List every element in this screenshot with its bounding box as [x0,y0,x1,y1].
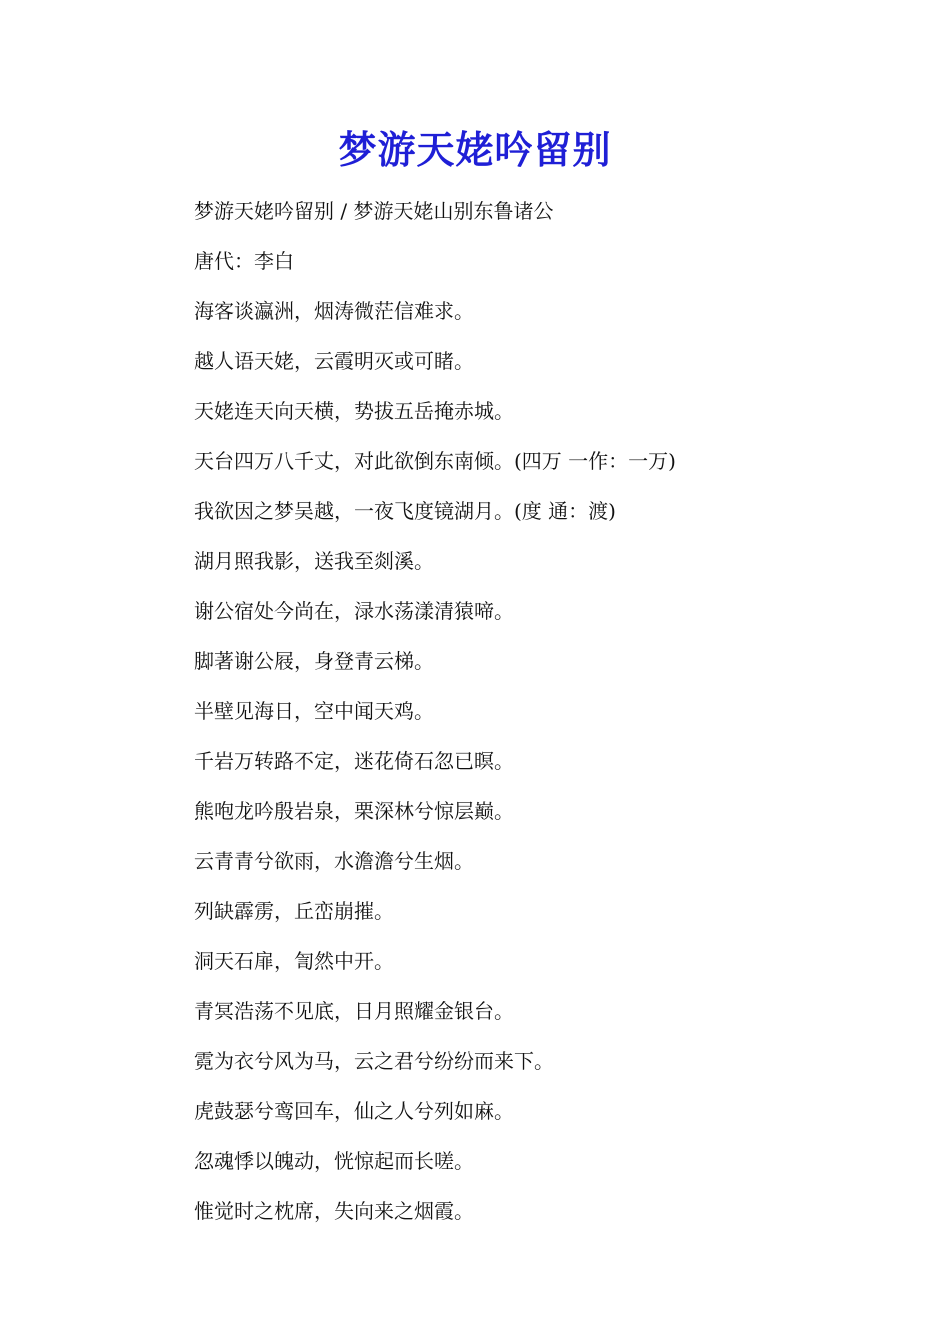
poem-line: 越人语天姥，云霞明灭或可睹。 [194,349,474,373]
poem-subtitle-line: 梦游天姥吟留别 / 梦游天姥山别东鲁诸公 [194,199,554,223]
poem-line: 湖月照我影，送我至剡溪。 [194,549,434,573]
poem-line: 列缺霹雳，丘峦崩摧。 [194,899,394,923]
poem-line: 谢公宿处今尚在，渌水荡漾清猿啼。 [194,599,514,623]
poem-line: 千岩万转路不定，迷花倚石忽已暝。 [194,749,514,773]
poem-line: 半壁见海日，空中闻天鸡。 [194,699,434,723]
poem-line: 霓为衣兮风为马，云之君兮纷纷而来下。 [194,1049,554,1073]
poem-line: 惟觉时之枕席，失向来之烟霞。 [194,1199,474,1223]
poem-line: 海客谈瀛洲，烟涛微茫信难求。 [194,299,474,323]
poem-line: 脚著谢公屐，身登青云梯。 [194,649,434,673]
poem-line: 天台四万八千丈，对此欲倒东南倾。(四万 一作：一万) [194,449,676,473]
poem-line: 熊咆龙吟殷岩泉，栗深林兮惊层巅。 [194,799,514,823]
poem-body [194,192,894,1242]
poem-line: 天姥连天向天横，势拔五岳掩赤城。 [194,399,514,423]
poem-line: 我欲因之梦吴越，一夜飞度镜湖月。(度 通：渡) [194,499,616,523]
poem-line: 青冥浩荡不见底，日月照耀金银台。 [194,999,514,1023]
poem-line: 虎鼓瑟兮鸾回车，仙之人兮列如麻。 [194,1099,514,1123]
poem-author-line: 唐代：李白 [194,249,294,273]
document-title: 梦游天姥吟留别 [338,127,612,172]
poem-line: 洞天石扉，訇然中开。 [194,949,394,973]
poem-line: 云青青兮欲雨，水澹澹兮生烟。 [194,849,474,873]
poem-line: 忽魂悸以魄动，恍惊起而长嗟。 [194,1149,474,1173]
